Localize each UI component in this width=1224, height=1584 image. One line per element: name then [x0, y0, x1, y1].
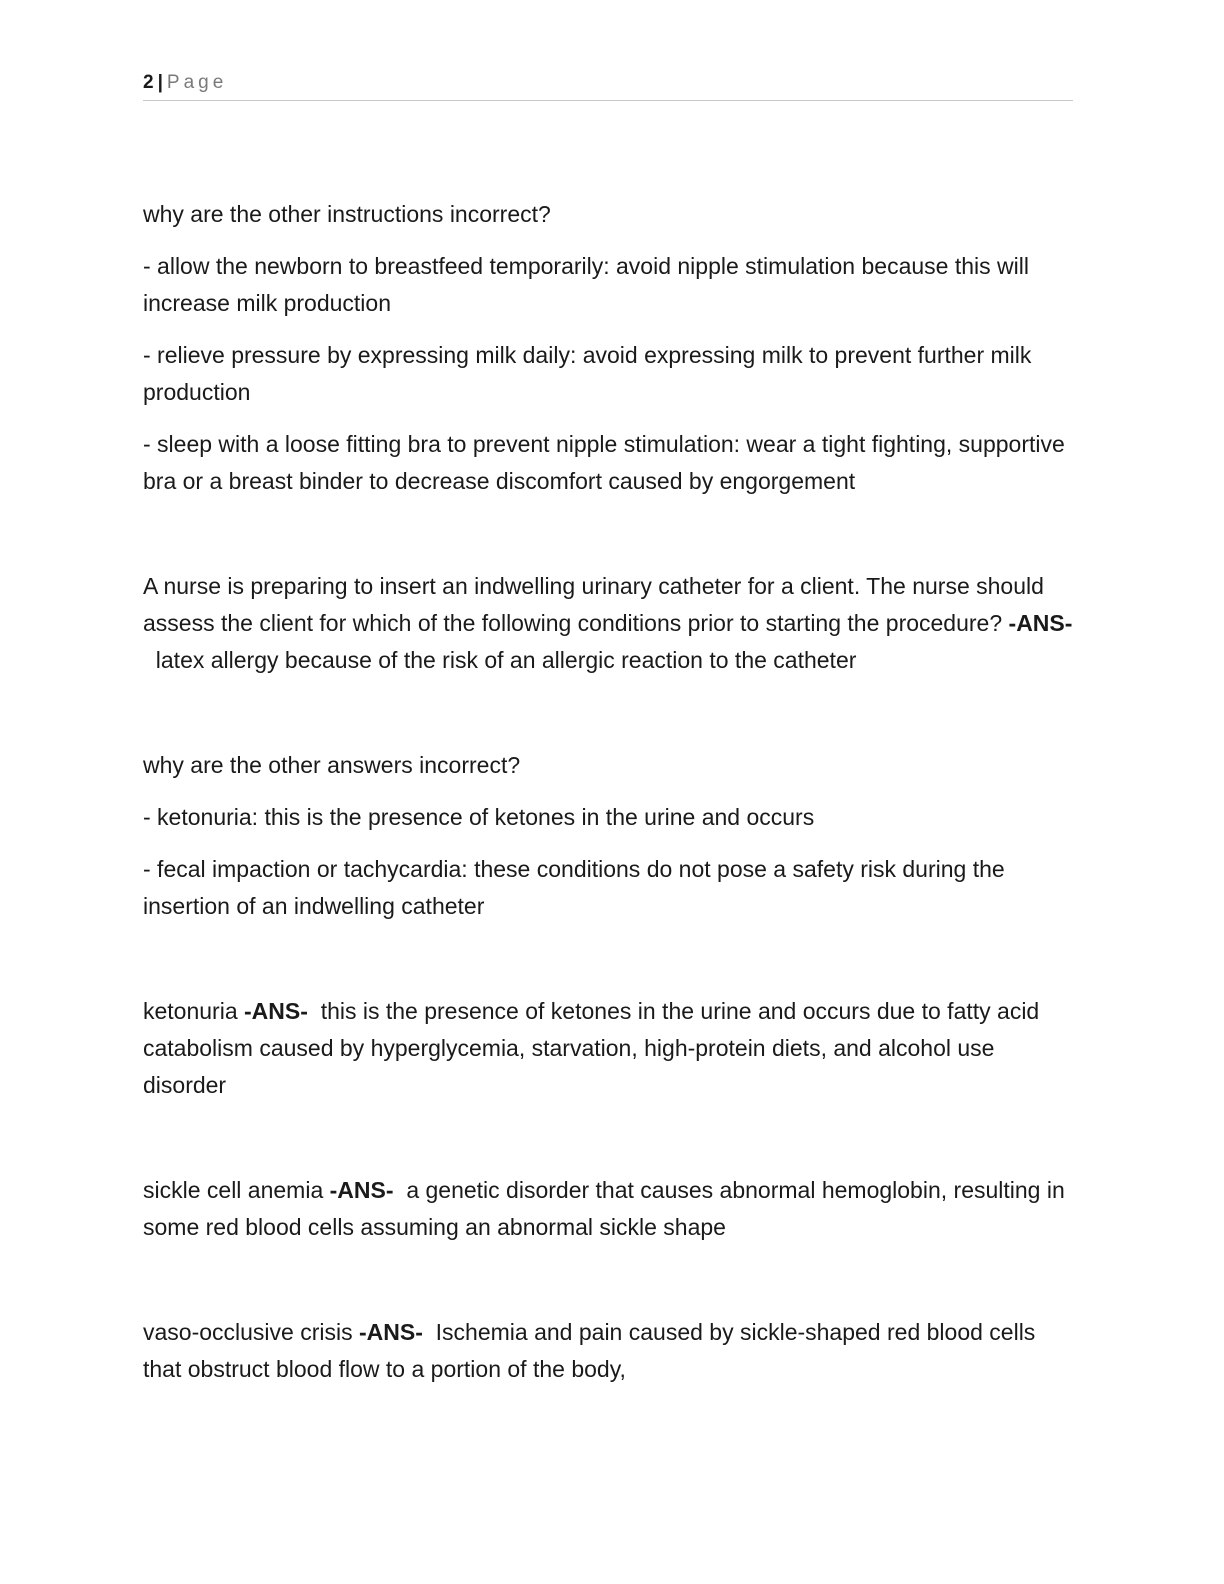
ans-marker: -ANS- [329, 1177, 394, 1203]
term-text: ketonuria [143, 998, 238, 1024]
rationale-item: - sleep with a loose fitting bra to prevent nipple stimulation: wear a tight fighting, supportive bra or a breast binder to decrease discomfort caused by engorgement [143, 431, 1065, 494]
document-body [143, 196, 1078, 1388]
qa-item-catheter [143, 568, 1078, 679]
page-number: 2 [143, 72, 154, 93]
ans-marker: -ANS- [359, 1319, 423, 1345]
page-separator: | [157, 72, 163, 93]
section-heading-instructions: why are the other instructions incorrect? [143, 201, 551, 227]
question-text: A nurse is preparing to insert an indwelling urinary catheter for a client. The nurse should assess the client for which of the following conditions prior to starting the procedure? [143, 573, 1044, 636]
answer-text: latex allergy because of the risk of an allergic reaction to the catheter [155, 647, 857, 673]
rationale-item: - ketonuria: this is the presence of ketones in the urine and occurs [143, 804, 815, 830]
rationale-item: - allow the newborn to breastfeed temporarily: avoid nipple stimulation because this will increase milk production [143, 253, 1029, 316]
rationale-item: - fecal impaction or tachycardia: these conditions do not pose a safety risk during the insertion of an indwelling catheter [143, 856, 1005, 919]
page-label: Page [166, 72, 228, 93]
page-header [143, 72, 1073, 101]
qa-item-sickle-cell [143, 1172, 1078, 1246]
term-text: sickle cell anemia [143, 1177, 324, 1203]
qa-item-ketonuria [143, 993, 1078, 1104]
definition-text: a genetic disorder that causes abnormal hemoglobin, resulting in some red blood cells assuming an abnormal sickle shape [143, 1177, 1065, 1240]
term-text: vaso-occlusive crisis [143, 1319, 353, 1345]
rationale-item: - relieve pressure by expressing milk daily: avoid expressing milk to prevent further milk production [143, 342, 1032, 405]
ans-marker: -ANS- [1008, 610, 1073, 636]
section-heading-answers: why are the other answers incorrect? [143, 752, 521, 778]
definition-text: Ischemia and pain caused by sickle-shaped red blood cells that obstruct blood flow to a portion of the body, [143, 1319, 1036, 1382]
ans-marker: -ANS- [244, 998, 308, 1024]
qa-item-vaso-occlusive [143, 1314, 1078, 1388]
definition-text: this is the presence of ketones in the urine and occurs due to fatty acid catabolism caused by hyperglycemia, starvation, high-protein diets, and alcohol use disorder [143, 998, 1040, 1098]
